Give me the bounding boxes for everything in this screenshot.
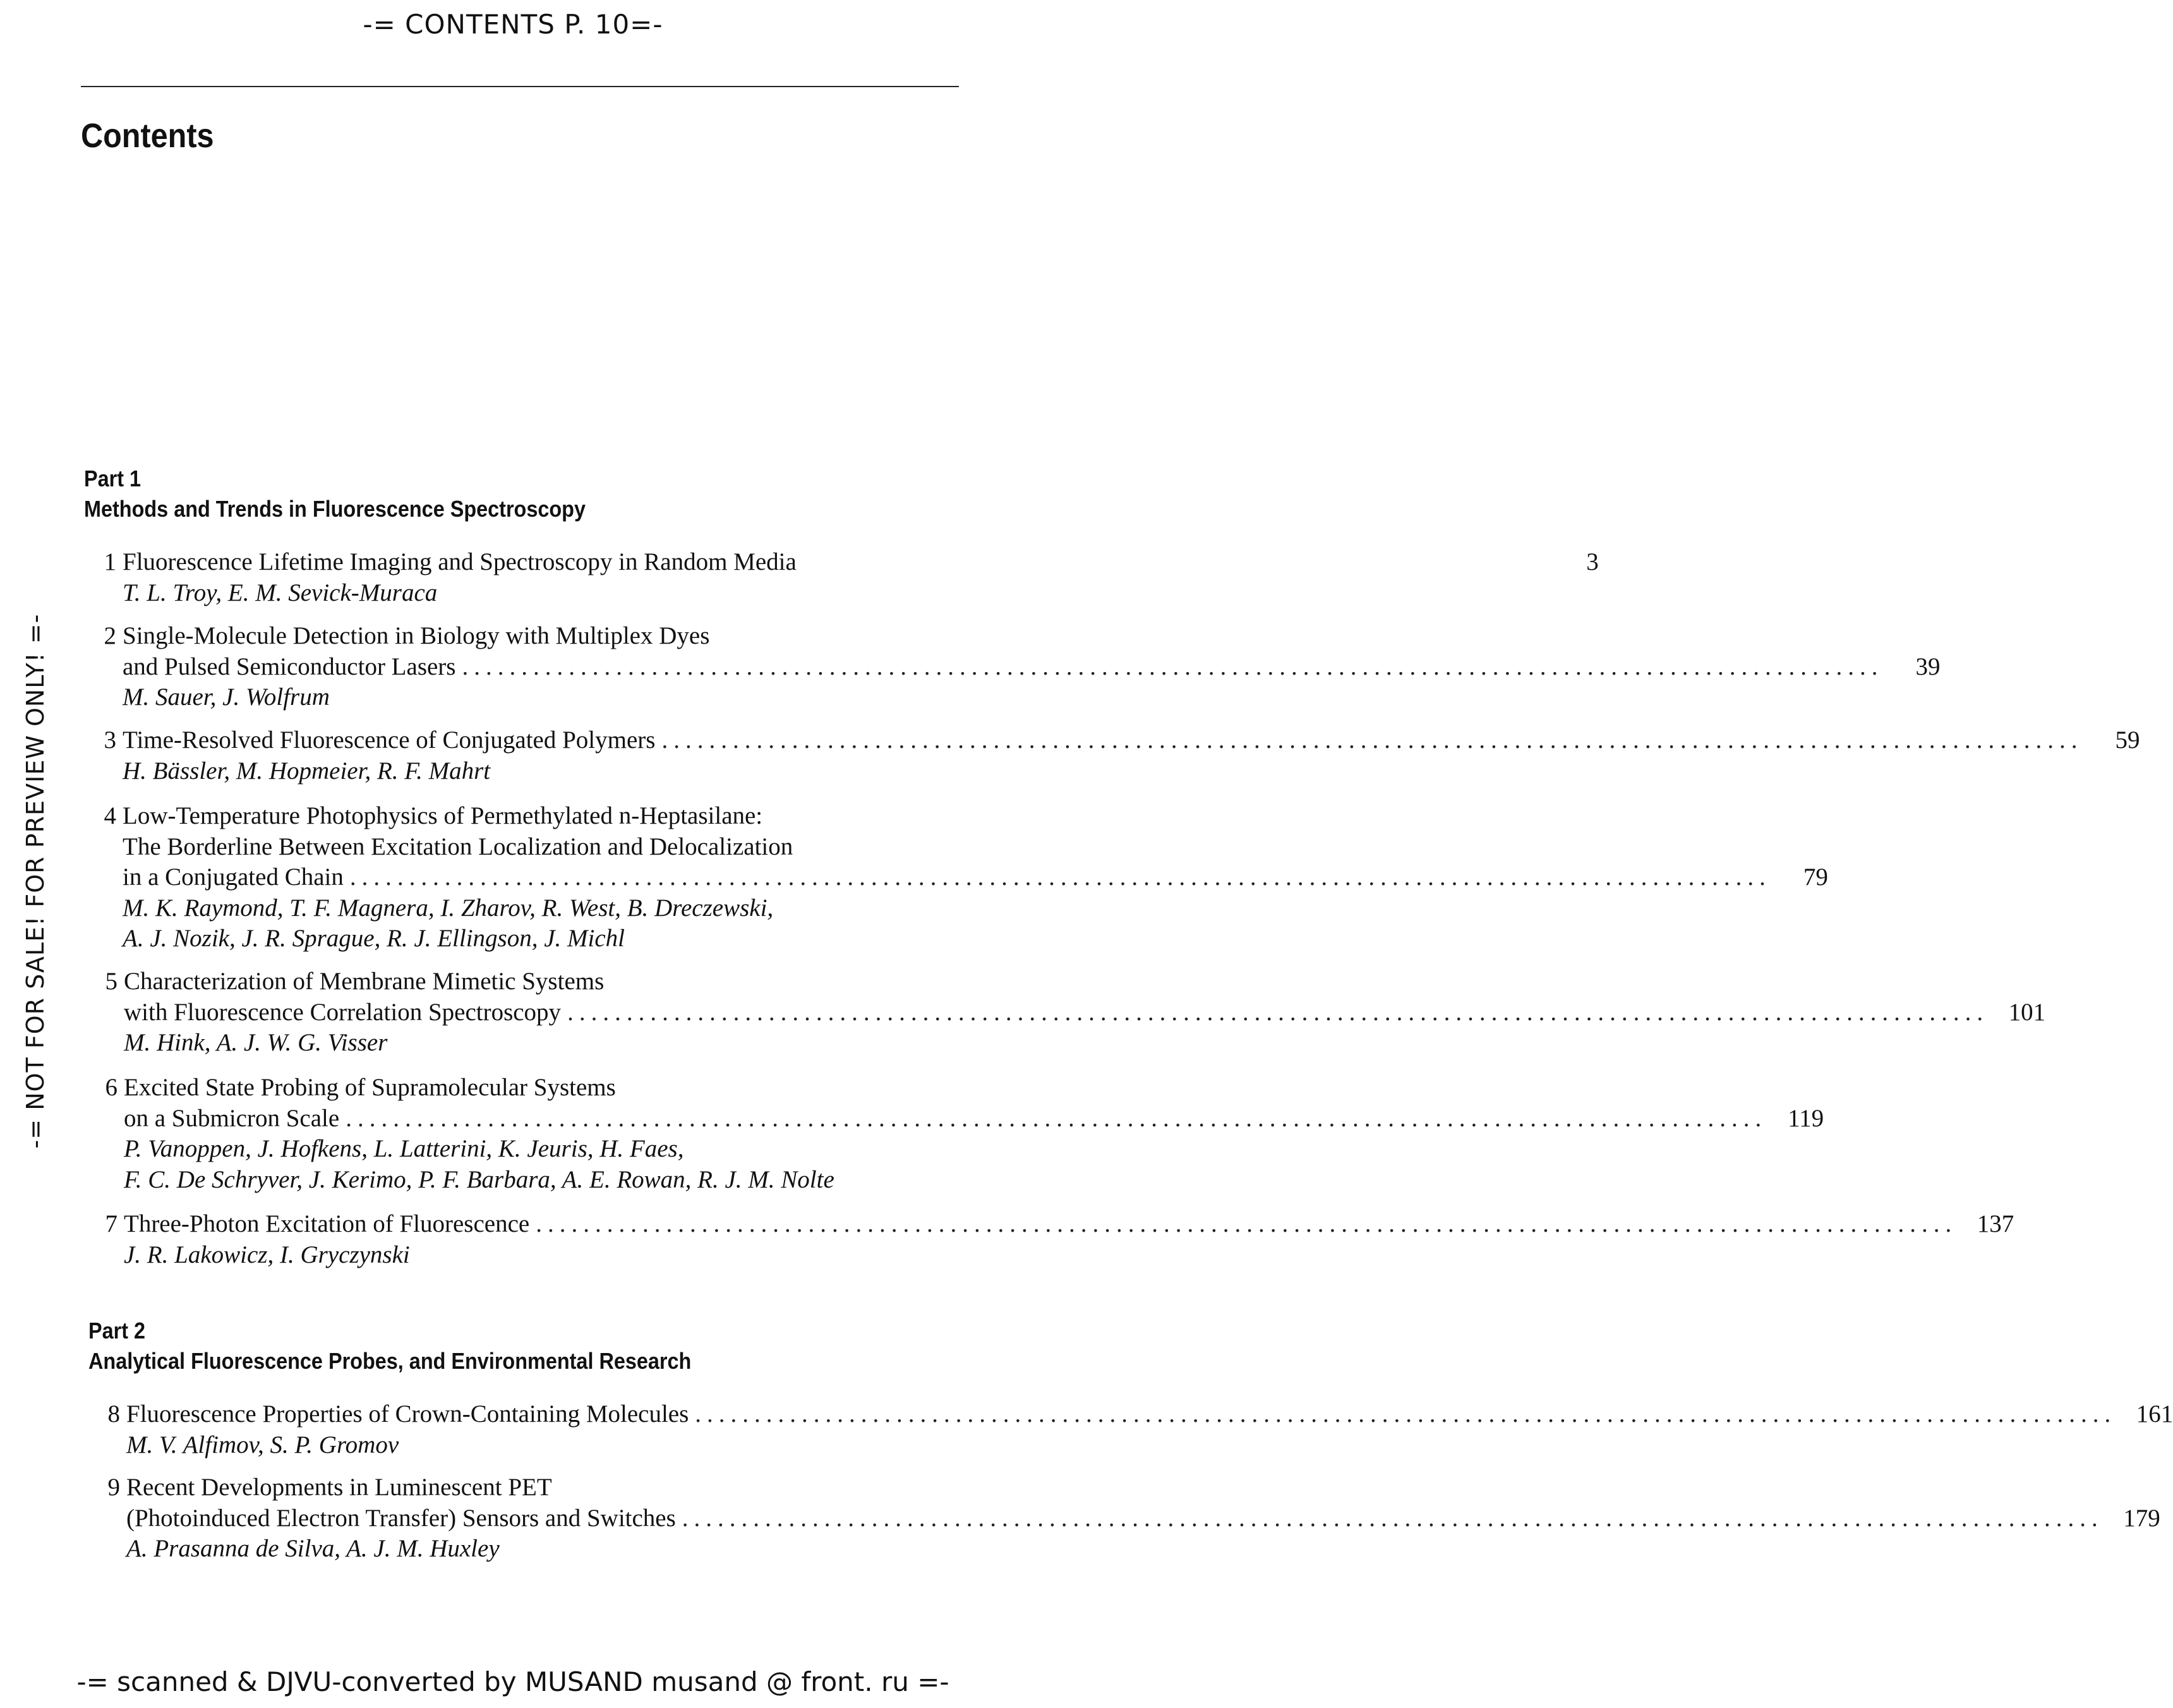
page-number: 3 — [1586, 548, 1599, 575]
chapter-title-line — [123, 725, 2140, 756]
chapter-body — [123, 621, 1941, 713]
chapter-authors: A. J. Nozik, J. R. Sprague, R. J. Ellingson, J. Michl — [123, 925, 625, 952]
part-heading-1 — [84, 464, 586, 524]
chapter-number: 7 — [105, 1210, 117, 1237]
chapter-title-text: Fluorescence Properties of Crown-Containing Molecules — [126, 1400, 689, 1428]
part-title: Analytical Fluorescence Probes, and Environmental Research — [88, 1348, 692, 1374]
chapter-title-line — [124, 997, 2046, 1028]
page-number: 59 — [2115, 726, 2140, 754]
chapter-body — [126, 1399, 2173, 1460]
dot-leader: ........................................................................................................................ — [349, 863, 1771, 891]
chapter-number: 2 — [104, 622, 116, 649]
chapter-body — [124, 966, 2046, 1059]
chapter-title-line: Single-Molecule Detection in Biology with Multiplex Dyes — [123, 622, 710, 649]
chapter-title-line — [123, 862, 1828, 893]
chapter-number: 6 — [105, 1074, 117, 1101]
chapter-title-line — [126, 1399, 2173, 1430]
chapter-title-line — [124, 1209, 2014, 1240]
part-label: Part 1 — [84, 466, 141, 491]
dot-leader: ........................................................................................................................ — [682, 1504, 2104, 1532]
chapter-authors: H. Bässler, M. Hopmeier, R. F. Mahrt — [123, 757, 491, 785]
dot-leader: ........................................................................................................................ — [462, 653, 1884, 680]
bottom-banner: -= scanned & DJVU-converted by MUSAND musand @ front. ru =- — [76, 1666, 949, 1697]
chapter-body — [124, 1209, 2014, 1270]
page-number: 161 — [2136, 1400, 2173, 1428]
chapter-title-line: Excited State Probing of Supramolecular Systems — [124, 1074, 616, 1101]
chapter-title-line: Low-Temperature Photophysics of Permethylated n-Heptasilane: — [123, 802, 763, 829]
chapter-title-line: The Borderline Between Excitation Localization and Delocalization — [123, 833, 793, 860]
part-title: Methods and Trends in Fluorescence Spectroscopy — [84, 496, 586, 522]
chapter-title-text: and Pulsed Semiconductor Lasers — [123, 653, 456, 680]
chapter-authors: A. Prasanna de Silva, A. J. M. Huxley — [126, 1535, 500, 1562]
part-label: Part 2 — [88, 1318, 146, 1344]
chapter-title-text: (Photoinduced Electron Transfer) Sensors and Switches — [126, 1504, 676, 1532]
chapter-title-line — [126, 1503, 2160, 1534]
part-heading-2 — [88, 1316, 691, 1376]
dot-leader: ........................................................................................................................ — [567, 998, 1989, 1026]
chapter-body — [123, 725, 2140, 786]
chapter-body — [124, 1073, 1824, 1195]
chapter-title-line — [124, 1104, 1824, 1134]
dot-leader: ........................................................................................................................ — [346, 1104, 1767, 1132]
page-number: 119 — [1788, 1104, 1824, 1132]
chapter-authors: J. R. Lakowicz, I. Gryczynski — [124, 1241, 410, 1268]
chapter-number: 4 — [104, 802, 116, 829]
dot-leader: ........................................................................................................................ — [661, 726, 2083, 754]
dot-leader — [797, 547, 1548, 578]
chapter-authors: T. L. Troy, E. M. Sevick-Muraca — [123, 579, 438, 606]
page-number: 39 — [1915, 653, 1941, 680]
page-number: 79 — [1803, 863, 1828, 891]
chapter-title-text: Three-Photon Excitation of Fluorescence — [124, 1210, 530, 1237]
chapter-authors: M. K. Raymond, T. F. Magnera, I. Zharov, R. West, B. Dreczewski, — [123, 894, 774, 922]
chapter-title-line — [123, 547, 1599, 578]
header-rule — [81, 86, 959, 87]
dot-leader: ........................................................................................................................ — [695, 1400, 2117, 1428]
chapter-title-text: with Fluorescence Correlation Spectroscopy — [124, 998, 562, 1026]
chapter-authors: M. V. Alfimov, S. P. Gromov — [126, 1431, 399, 1458]
chapter-authors: F. C. De Schryver, J. Kerimo, P. F. Barbara, A. E. Rowan, R. J. M. Nolte — [124, 1165, 834, 1193]
chapter-body — [123, 801, 1828, 954]
chapter-number: 1 — [104, 548, 116, 575]
chapter-title-text: in a Conjugated Chain — [123, 863, 344, 891]
chapter-title-line — [123, 652, 1941, 683]
chapter-number: 9 — [107, 1474, 120, 1501]
chapter-title-text: on a Submicron Scale — [124, 1104, 340, 1132]
chapter-title-text: Time-Resolved Fluorescence of Conjugated Polymers — [123, 726, 656, 754]
page-number: 179 — [2123, 1504, 2160, 1532]
top-banner: -= CONTENTS P. 10=- — [363, 9, 663, 40]
chapter-body — [126, 1472, 2160, 1565]
page-number: 101 — [2008, 998, 2046, 1026]
chapter-authors: M. Hink, A. J. W. G. Visser — [124, 1029, 388, 1056]
page-number: 137 — [1977, 1210, 2014, 1237]
chapter-number: 3 — [104, 726, 116, 754]
chapter-authors: P. Vanoppen, J. Hofkens, L. Latterini, K. Jeuris, H. Faes, — [124, 1135, 684, 1162]
side-watermark-banner: -= NOT FOR SALE! FOR PREVIEW ONLY! =- — [21, 613, 49, 1149]
chapter-title-line: Characterization of Membrane Mimetic Systems — [124, 968, 605, 995]
chapter-number: 5 — [105, 968, 117, 995]
chapter-title-line: Recent Developments in Luminescent PET — [126, 1474, 552, 1501]
chapter-authors: M. Sauer, J. Wolfrum — [123, 683, 330, 711]
chapter-title-text: Fluorescence Lifetime Imaging and Spectroscopy in Random Media — [123, 548, 797, 575]
chapter-number: 8 — [107, 1400, 120, 1428]
dot-leader: ........................................................................................................................ — [536, 1210, 1958, 1237]
page-title: Contents — [81, 117, 214, 155]
chapter-body — [123, 547, 1599, 608]
